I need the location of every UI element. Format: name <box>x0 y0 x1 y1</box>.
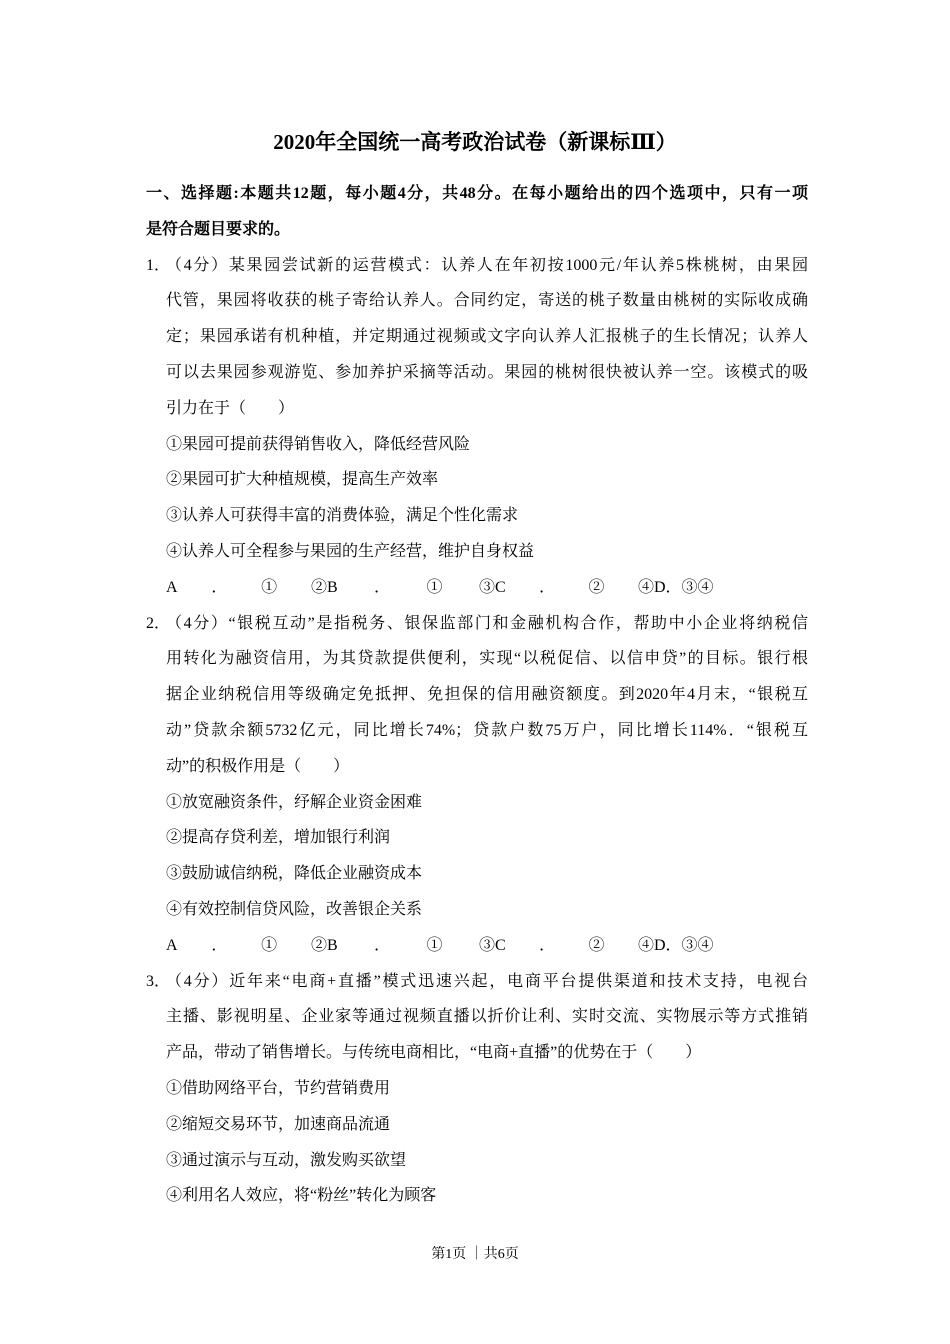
document-body <box>146 176 808 1214</box>
answer-option: A．①② <box>166 578 327 596</box>
question-stem-line: 用转化为融资信用，为其贷款提供便利，实现“以税促信、以信申贷”的目标。银行根 <box>166 650 808 668</box>
answer-options <box>146 928 808 964</box>
question-number: 1． <box>146 256 171 274</box>
statement: ②果园可扩大种植规模，提高生产效率 <box>166 471 439 489</box>
statement: ①借助网络平台，节约营销费用 <box>166 1079 391 1097</box>
question-stem-text: （4分）某果园尝试新的运营模式：认养人在年初按1000元/年认养5株桃树，由果园 <box>166 256 808 274</box>
question-stem-line: 主播、影视明星、企业家等通过视频直播以折价让利、实时交流、实物展示等方式推销 <box>166 1008 808 1026</box>
page-title: 2020年全国统一高考政治试卷（新课标Ⅲ） <box>273 130 677 154</box>
answer-option: B．①③ <box>327 578 495 596</box>
question-stem-line: 引力在于（ ） <box>166 399 295 417</box>
question-stem-text: （4分）近年来“电商+直播”模式迅速兴起，电商平台提供渠道和技术支持，电视台 <box>166 972 808 990</box>
question-stem-line: 可以去果园参观游览、参加养护采摘等活动。果园的桃树很快被认养一空。该模式的吸 <box>166 363 808 381</box>
question-stem-line: 产品，带动了销售增长。与传统电商相比，“电商+直播”的优势在于（ ） <box>166 1044 702 1062</box>
section-heading-line: 一、选择题:本题共12题，每小题4分，共48分。在每小题给出的四个选项中，只有一项 <box>146 185 808 202</box>
question-stem-line: 动”的积极作用是（ ） <box>166 757 350 775</box>
question-stem-line: 据企业纳税信用等级确定免抵押、免担保的信用融资额度。到2020年4月末，“银税互 <box>166 686 808 704</box>
statement: ④有效控制信贷风险，改善银企关系 <box>166 900 423 918</box>
statement: ③通过演示与互动，激发购买欲望 <box>166 1151 407 1169</box>
answer-option: B．①③ <box>327 936 495 954</box>
answer-option: C．②④ <box>495 936 654 954</box>
question-stem-line: 定；果园承诺有机种植，并定期通过视频或文字向认养人汇报桃子的生长情况；认养人 <box>166 328 808 346</box>
question-number: 2． <box>146 614 171 632</box>
answer-option: A．①② <box>166 936 327 954</box>
question-number: 3． <box>146 972 171 990</box>
statement: ②缩短交易环节，加速商品流通 <box>166 1115 391 1133</box>
statement: ③鼓励诚信纳税，降低企业融资成本 <box>166 865 423 883</box>
question-stem-line <box>146 606 808 642</box>
statement: ①果园可提前获得销售收入，降低经营风险 <box>166 435 471 453</box>
page-footer: 第1页 ｜共6页 <box>431 1247 519 1262</box>
answer-option: C．②④ <box>495 578 654 596</box>
section-heading-line: 是符合题目要求的。 <box>146 220 291 238</box>
question-stem-line <box>146 964 808 1000</box>
question-stem-line: 代管，果园将收获的桃子寄给认养人。合同约定，寄送的桃子数量由桃树的实际收成确 <box>166 292 808 310</box>
statement: ①放宽融资条件，纾解企业资金困难 <box>166 793 423 811</box>
statement: ④利用名人效应，将“粉丝”转化为顾客 <box>166 1187 437 1205</box>
answer-option: D．③④ <box>654 936 714 954</box>
answer-options <box>146 570 808 606</box>
statement: ③认养人可获得丰富的消费体验，满足个性化需求 <box>166 507 519 525</box>
question-stem-line: 动”贷款余额5732亿元，同比增长74%；贷款户数75万户，同比增长114%．“银税互 <box>166 721 808 739</box>
statement: ②提高存贷利差，增加银行利润 <box>166 829 391 847</box>
question-stem-text: （4分）“银税互动”是指税务、银保监部门和金融机构合作，帮助中小企业将纳税信 <box>166 614 808 632</box>
statement: ④认养人可全程参与果园的生产经营，维护自身权益 <box>166 542 535 560</box>
question-stem-line <box>146 248 808 284</box>
answer-option: D．③④ <box>654 578 714 596</box>
